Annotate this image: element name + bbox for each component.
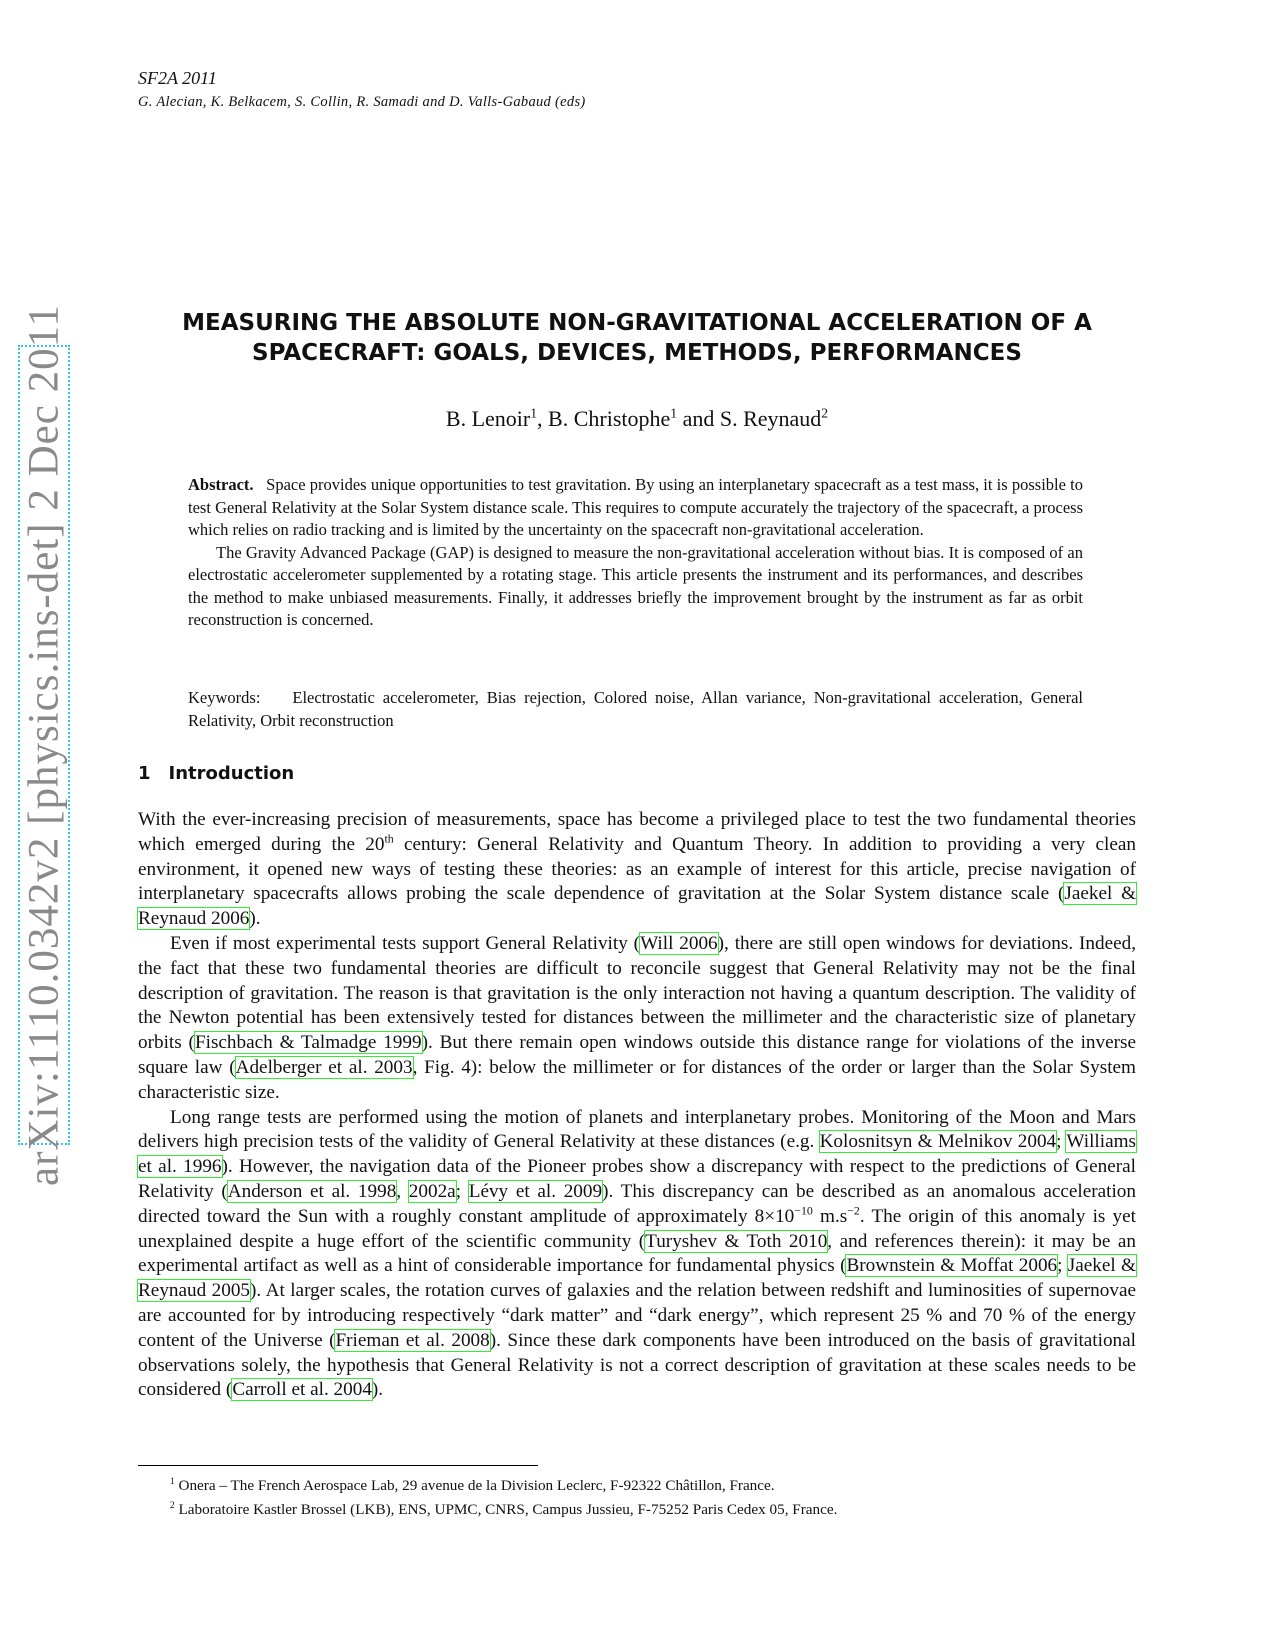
author-name: S. Reynaud	[719, 406, 822, 431]
citation-link[interactable]: Jaekel & Reynaud 2006	[138, 883, 1136, 930]
title-line-1: MEASURING THE ABSOLUTE NON-GRAVITATIONAL ACCELERATION OF A	[182, 310, 1092, 336]
citation-link[interactable]: Will 2006	[640, 932, 718, 954]
keywords-label: Keywords:	[188, 688, 261, 707]
citation-link[interactable]: Williams et al. 1996	[138, 1131, 1136, 1178]
citation-link[interactable]: Kolosnitsyn & Melnikov 2004	[819, 1131, 1057, 1153]
citation-link[interactable]: Lévy et al. 2009	[468, 1180, 603, 1202]
footnotes	[170, 1474, 837, 1522]
keywords	[188, 687, 1083, 732]
abstract-paragraph: The Gravity Advanced Package (GAP) is designed to measure the non-gravitational acceleration without bias. It is composed of an electrostatic accelerometer supplemented by a rotating stage. This article presents the instrument and its performances, and describes the method to make unbiased measurements. Finally, it addresses briefly the improvement brought by the instrument as far as orbit reconstruction is concerned.	[188, 542, 1083, 629]
citation-link[interactable]: Brownstein & Moffat 2006	[846, 1255, 1058, 1277]
citation-link[interactable]: Jaekel & Reynaud 2005	[138, 1255, 1136, 1302]
abstract-label: Abstract.	[188, 475, 254, 494]
abstract	[188, 474, 1083, 632]
footnote-rule	[138, 1465, 538, 1466]
author-affiliation: 1	[530, 405, 538, 421]
section-heading	[138, 763, 294, 784]
abstract-paragraph: Abstract. Space provides unique opportunities to test gravitation. By using an interplanetary spacecraft as a test mass, it is possible to test General Relativity at the Solar System distance scale. This requires to compute accurately the trajectory of the spacecraft, a process which relies on radio tracking and is limited by the uncertainty on the spacecraft non-gravitational acceleration.	[188, 475, 1083, 539]
author-name: B. Lenoir	[445, 406, 531, 431]
citation-link[interactable]: Turyshev & Toth 2010	[645, 1230, 828, 1252]
author-affiliation: 1	[670, 405, 678, 421]
section-number: 1	[138, 763, 151, 784]
footnote: $^1$ Onera – The French Aerospace Lab, 29 avenue de la Division Leclerc, F-92322 Châtillon, France.	[170, 1476, 775, 1494]
keywords-text: Electrostatic accelerometer, Bias rejection, Colored noise, Allan variance, Non-gravitational acceleration, General Relativity, Orbit reconstruction	[188, 688, 1084, 730]
author-name: B. Christophe	[548, 406, 671, 431]
author-list: B. Lenoir$^1$, B. Christophe$^1$ and S. Reynaud$^2$	[445, 405, 829, 431]
footnote-mark: 2	[170, 1500, 175, 1511]
footnote: $^2$ Laboratoire Kastler Brossel (LKB), ENS, UPMC, CNRS, Campus Jussieu, F-75252 Paris Cedex 05, France.	[170, 1500, 838, 1518]
arxiv-stamp-text: arXiv:1110.0342v2 [physics.ins-det] 2 Dec 2011	[20, 304, 68, 1186]
paragraph: Even if most experimental tests support General Relativity (Will 2006), there are still open windows for deviations. Indeed, the fact that these two fundamental theories are difficult to reconcile suggest that General Relativity may not be the final description of gravitation. The reason is that gravitation is the only interaction not having a quantum description. The validity of the Newton potential has been extensively tested for distances between the millimeter and the characteristic size of planetary orbits (Fischbach & Talmadge 1999). But there remain open windows outside this distance range for violations of the inverse square law (Adelberger et al. 2003, Fig. 4): below the millimeter or for distances of the order or larger than the Solar System characteristic size.	[138, 932, 1137, 1103]
citation-link[interactable]: Carroll et al. 2004	[232, 1379, 372, 1401]
body-text	[138, 808, 1136, 1403]
footnote-mark: 1	[170, 1476, 175, 1487]
author-affiliation: 2	[821, 405, 829, 421]
running-header	[138, 68, 586, 111]
editors-line: G. Alecian, K. Belkacem, S. Collin, R. Samadi and D. Valls-Gabaud (eds)	[138, 94, 586, 110]
arxiv-stamp	[18, 304, 70, 1186]
citation-link[interactable]: Frieman et al. 2008	[335, 1329, 490, 1351]
paragraph: Long range tests are performed using the motion of planets and interplanetary probes. Monitoring of the Moon and Mars delivers high precision tests of the validity of General Relativity at these distances (e.g. Kolosnitsyn & Melnikov 2004; Williams et al. 1996). However, the navigation data of the Pioneer probes show a discrepancy with respect to the predictions of General Relativity (Anderson et al. 1998, 2002a; Lévy et al. 2009). This discrepancy can be described as an anomalous acceleration directed toward the Sun with a roughly constant amplitude of approximately $8\times 10^{-10}$ $m.s^{-2}$. The origin of this anomaly is yet unexplained despite a huge effort of the scientific community (Turyshev & Toth 2010, and references therein): it may be an experimental artifact as well as a hint of considerable importance for fundamental physics (Brownstein & Moffat 2006; Jaekel & Reynaud 2005). At larger scales, the rotation curves of galaxies and the relation between redshift and luminosities of supernovae are accounted for by introducing respectively “dark matter” and “dark energy”, which represent 25 % and 70 % of the energy content of the Universe (Frieman et al. 2008). Since these dark components have been introduced on the basis of gravitational observations solely, the hypothesis that General Relativity is not a correct description of gravitation at these scales needs to be considered (Carroll et al. 2004).	[138, 1106, 1136, 1401]
section-title: Introduction	[168, 763, 295, 784]
conference-name: SF2A 2011	[138, 68, 217, 88]
citation-link[interactable]: Adelberger et al. 2003	[235, 1056, 413, 1078]
paper-title	[138, 308, 1136, 368]
title-line-2: SPACECRAFT: GOALS, DEVICES, METHODS, PERFORMANCES	[252, 340, 1022, 366]
citation-link[interactable]: Fischbach & Talmadge 1999	[194, 1032, 422, 1054]
citation-link[interactable]: 2002a	[408, 1180, 456, 1202]
paragraph: With the ever-increasing precision of measurements, space has become a privileged place to test the two fundamental theories which emerged during the 20th century: General Relativity and Quantum Theory. In addition to providing a very clean environment, it opened new ways of testing these theories: as an example of interest for this article, precise navigation of interplanetary spacecrafts allows probing the scale dependence of gravitation at the Solar System distance scale (Jaekel & Reynaud 2006).	[138, 809, 1136, 930]
citation-link[interactable]: Anderson et al. 1998	[227, 1180, 397, 1202]
